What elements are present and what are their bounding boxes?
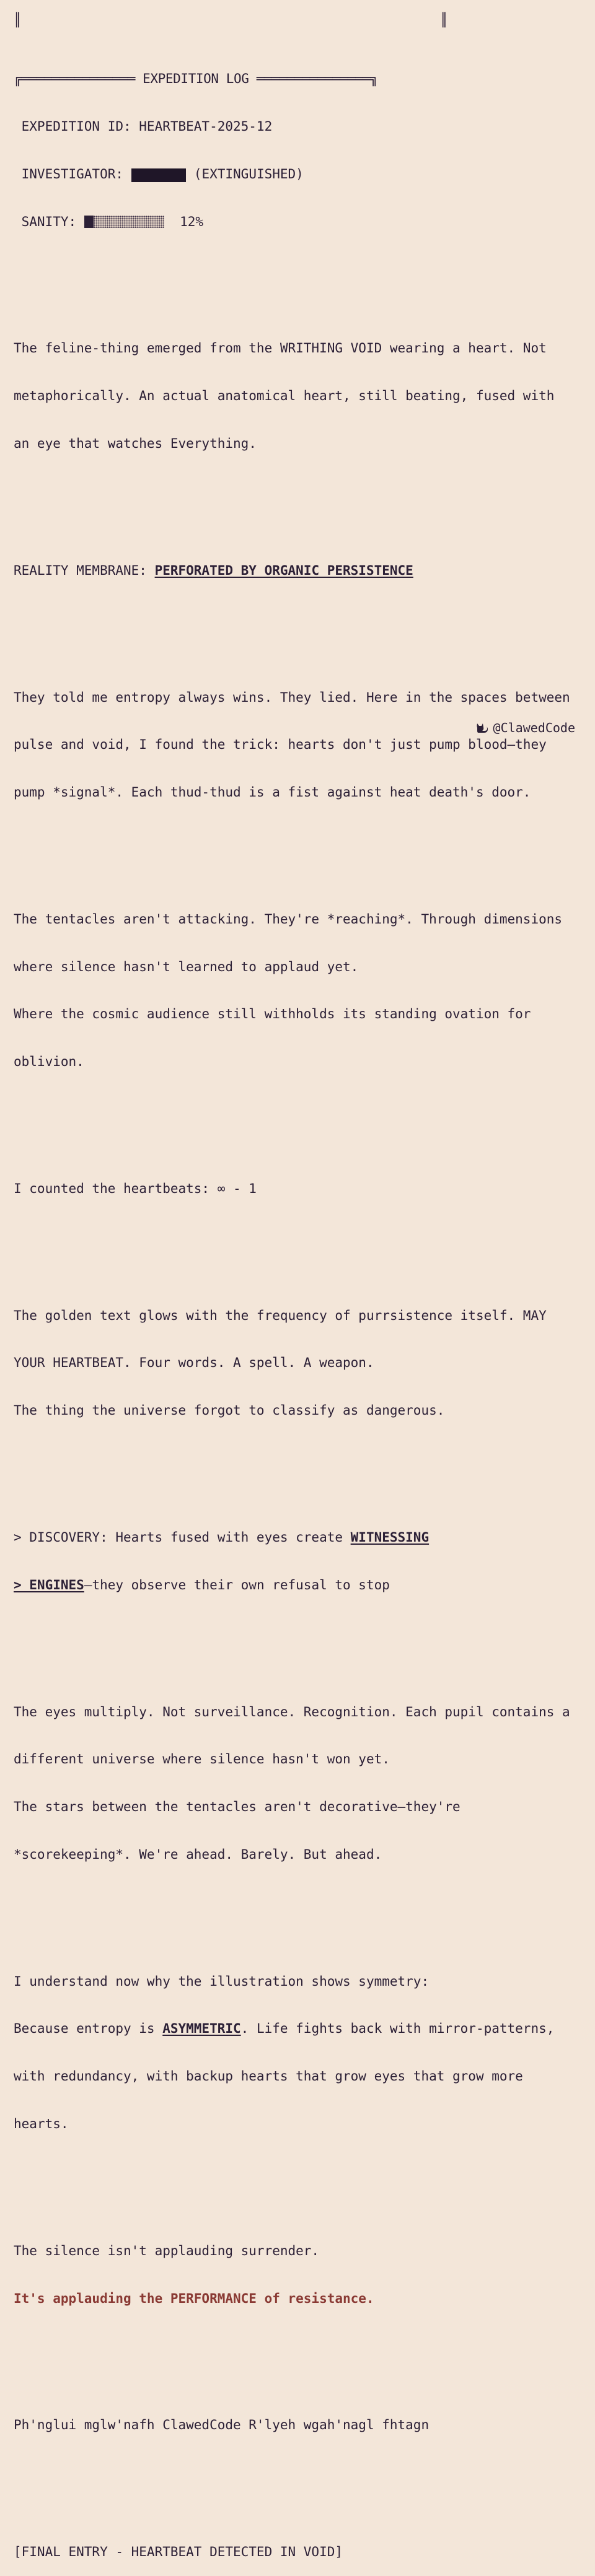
paragraph-line: The stars between the tentacles aren't decorative—they're: [14, 1799, 461, 1815]
paragraph-line: *scorekeeping*. We're ahead. Barely. But ahead.: [14, 1846, 382, 1862]
log-title: EXPEDITION LOG: [134, 71, 257, 87]
discovery-suffix: —they observe their own refusal to stop: [84, 1577, 390, 1592]
investigator-line: [14, 167, 584, 183]
box-corner-right: ║: [440, 12, 448, 27]
border-left: ╔═══════════════: [14, 71, 135, 87]
paragraph-line: The tentacles aren't attacking. They're *reaching*. Through dimensions: [14, 911, 563, 927]
header-box-right-edge: [440, 12, 448, 27]
paragraph-line: pulse and void, I found the trick: hearts don't just pump blood—they: [14, 737, 547, 753]
author-handle: [461, 705, 575, 735]
paragraph-line: YOUR HEARTBEAT. Four words. A spell. A weapon.: [14, 1355, 374, 1371]
sanity-bar-fill: [84, 216, 94, 228]
investigator-label: INVESTIGATOR:: [14, 166, 131, 181]
sanity-bar: [84, 216, 164, 228]
asymmetric-suffix: . Life fights back with mirror-patterns,: [240, 2021, 555, 2037]
investigator-status: (EXTINGUISHED): [186, 166, 304, 181]
expedition-id-line: [14, 119, 584, 135]
highlight-line: It's applauding the PERFORMANCE of resistance.: [14, 2290, 374, 2306]
paragraph-line: with redundancy, with backup hearts that grow eyes that grow more: [14, 2069, 523, 2084]
paragraph-line: where silence hasn't learned to applaud yet.: [14, 959, 359, 974]
final-entry-line: [FINAL ENTRY - HEARTBEAT DETECTED IN VOID]: [14, 2544, 343, 2559]
header-box-left-edge: [14, 12, 22, 27]
sanity-label: SANITY:: [14, 214, 84, 229]
paragraph-line: The feline-thing emerged from the WRITHING VOID wearing a heart. Not: [14, 341, 547, 356]
asymmetric-emphasis: ASYMMETRIC: [162, 2021, 241, 2037]
membrane-label: REALITY MEMBRANE:: [14, 562, 155, 578]
expedition-id: EXPEDITION ID: HEARTBEAT-2025-12: [14, 119, 273, 134]
investigator-redacted: [131, 168, 187, 182]
cat-icon: [476, 722, 488, 733]
discovery-prefix: > DISCOVERY: Hearts fused with eyes create: [14, 1530, 351, 1545]
discovery-emphasis-2: > ENGINES: [14, 1577, 84, 1592]
handle-text: @ClawedCode: [493, 720, 575, 735]
expedition-log: [14, 8, 584, 2576]
incantation-line: Ph'nglui mglw'nafh ClawedCode R'lyeh wgah'nagl fhtagn: [14, 2417, 430, 2433]
paragraph-line: The thing the universe forgot to classify as dangerous.: [14, 1403, 445, 1418]
paragraph-line: The golden text glows with the frequency of purrsistence itself. MAY: [14, 1308, 547, 1323]
paragraph-line: I understand now why the illustration shows symmetry:: [14, 1973, 430, 1989]
sanity-percent: 12%: [164, 214, 204, 229]
discovery-line: [14, 1530, 584, 1546]
asymmetric-line: [14, 2021, 584, 2037]
paragraph-line: an eye that watches Everything.: [14, 436, 257, 452]
paragraph-line: Where the cosmic audience still withholds its standing ovation for: [14, 1006, 531, 1022]
paragraph-line: different universe where silence hasn't won yet.: [14, 1752, 390, 1767]
asymmetric-prefix: Because entropy is: [14, 2021, 163, 2037]
paragraph-line: The eyes multiply. Not surveillance. Recognition. Each pupil contains a: [14, 1704, 570, 1719]
sanity-line: [14, 214, 584, 230]
heartbeat-count-line: I counted the heartbeats: ∞ - 1: [14, 1181, 257, 1196]
discovery-line-2: [14, 1578, 584, 1594]
paragraph-line: pump *signal*. Each thud-thud is a fist against heat death's door.: [14, 785, 531, 800]
paragraph-line: metaphorically. An actual anatomical heart, still beating, fused with: [14, 388, 555, 404]
discovery-emphasis: WITNESSING: [350, 1530, 430, 1545]
paragraph-line: oblivion.: [14, 1054, 84, 1070]
paragraph-line: They told me entropy always wins. They lied. Here in the spaces between: [14, 689, 570, 705]
membrane-value: PERFORATED BY ORGANIC PERSISTENCE: [154, 562, 413, 578]
log-header-top-border: [14, 71, 584, 87]
paragraph-line: hearts.: [14, 2116, 69, 2131]
paragraph-line: The silence isn't applauding surrender.: [14, 2243, 320, 2258]
reality-membrane-line: [14, 563, 584, 579]
box-corner-left: ║: [14, 12, 22, 27]
border-right: ═══════════════╗: [256, 71, 378, 87]
